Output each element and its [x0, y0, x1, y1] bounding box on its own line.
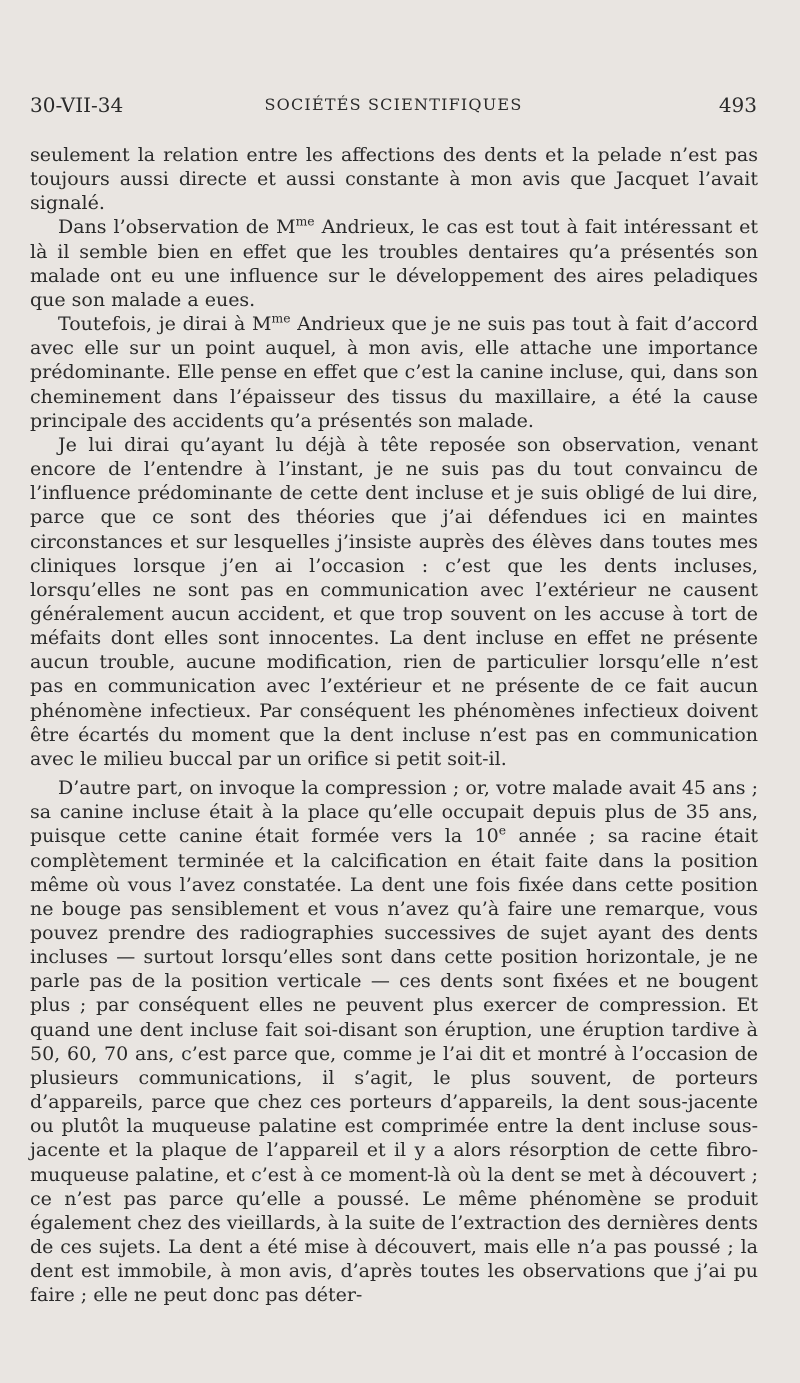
superscript-me: me: [271, 311, 291, 326]
header-date: 30-VII-34: [30, 93, 124, 117]
header-title: SOCIÉTÉS SCIENTIFIQUES: [264, 95, 523, 114]
running-header: [30, 93, 757, 123]
body-text: [30, 143, 758, 1308]
superscript-e: e: [498, 824, 507, 839]
paragraph-2: Dans l’observation de $M^{me}$ Andrieux, le cas est tout à fait intéressant et là il semble bien en effet que les troubles dentaires qu’a présentés son malade ont eu une influence sur le développement des aires peladiques que son malade a eues.: [30, 215, 758, 311]
paragraph-4: Je lui dirai qu’ayant lu déjà à tête reposée son observation, venant encore de l’entendre à l’instant, je ne suis pas du tout convaincu de l’influence prédominante de cette dent incluse et je suis obligé de lui dire, parce que ce sont des théories que j’ai défendues ici en maintes circonstances et sur lesquelles j’insiste auprès des élèves dans toutes mes cliniques lorsque j’en ai l’occasion : c’est que les dents incluses, lorsqu’elles ne sont pas en communication avec l’extérieur ne causent généralement aucun accident, et que trop souvent on les accuse à tort de méfaits dont elles sont innocentes. La dent incluse en effet ne présente aucun trouble, aucune modification, rien de particulier lorsqu’elle n’est pas en communication avec l’extérieur et ne présente de ce fait aucun phénomène infectieux. Par conséquent les phénomènes infectieux doivent être écartés du moment que la dent incluse n’est pas en communication avec le milieu buccal par un orifice si petit soit-il.: [30, 433, 758, 770]
paragraph-5: D’autre part, on invoque la compression ; or, votre malade avait 45 ans ; sa canine incluse était à la place qu’elle occupait depuis plus de 35 ans, puisque cette canine était formée vers la 10e année ; sa racine était complètement terminée et la calcification en était faite dans la position même où vous l’avez constatée. La dent une fois fixée dans cette position ne bouge pas sensiblement et vous n’avez qu’à faire une remarque, vous pouvez prendre des radiographies successives de sujet ayant des dents incluses — surtout lorsqu’elles sont dans cette position horizontale, je ne parle pas de la position verticale — ces dents sont fixées et ne bougent plus ; par conséquent elles ne peuvent plus exercer de compression. Et quand une dent incluse fait soi-disant son éruption, une éruption tardive à 50, 60, 70 ans, c’est parce que, comme je l’ai dit et montré à l’occasion de plusieurs communications, il s’agit, le plus souvent, de porteurs d’appareils, parce que chez ces porteurs d’appareils, la dent sous-jacente ou plutôt la muqueuse palatine est comprimée entre la dent incluse sous-jacente et la plaque de l’appareil et il y a alors résorption de cette fibro-muqueuse palatine, et c’est à ce moment-là où la dent se met à découvert ; ce n’est pas parce qu’elle a poussé. Le même phénomène se produit également chez des vieillards, à la suite de l’extraction des dernières dents de ces sujets. La dent a été mise à découvert, mais elle n’a pas poussé ; la dent est immobile, à mon avis, d’après toutes les observations que j’ai pu faire ; elle ne peut donc pas déter-: [30, 777, 758, 1307]
page-number: 493: [718, 93, 757, 117]
superscript-me: me: [295, 215, 315, 230]
paragraph-1: seulement la relation entre les affections des dents et la pelade n’est pas toujours aussi directe et aussi constante à mon avis que Jacquet l’avait signalé.: [30, 144, 758, 215]
paragraph-3: Toutefois, je dirai à $M^{me}$ Andrieux que je ne suis pas tout à fait d’accord avec elle sur un point auquel, à mon avis, elle attache une importance prédominante. Elle pense en effet que c’est la canine incluse, qui, dans son cheminement dans l’épaisseur des tissus du maxillaire, a été la cause principale des accidents qu’a présentés son malade.: [30, 311, 758, 432]
